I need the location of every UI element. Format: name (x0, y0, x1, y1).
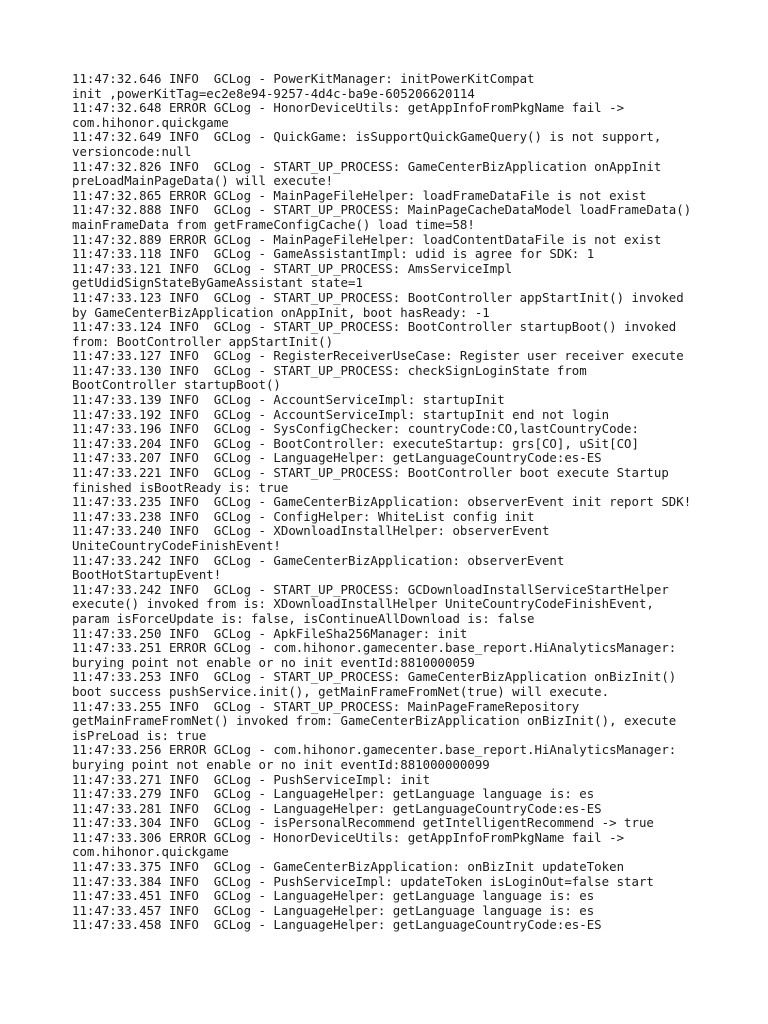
log-line: 11:47:33.192 INFO GCLog - AccountServiceImpl: startupInit end not login (72, 406, 610, 422)
log-line: 11:47:33.196 INFO GCLog - SysConfigChecker: countryCode:CO,lastCountryCode: (72, 421, 639, 437)
log-line: 11:47:33.130 INFO GCLog - START_UP_PROCESS: checkSignLoginState from (72, 362, 587, 378)
log-line: 11:47:33.281 INFO GCLog - LanguageHelper: getLanguageCountryCode:es-ES (72, 800, 602, 816)
log-line: param isForceUpdate is: false, isContinueAllDownload is: false (72, 610, 535, 626)
log-document (72, 72, 712, 933)
log-line: 11:47:33.304 INFO GCLog - isPersonalRecommend getIntelligentRecommend -> true (72, 815, 654, 831)
log-line: versioncode:null (72, 143, 192, 159)
log-line: 11:47:32.865 ERROR GCLog - MainPageFileHelper: loadFrameDataFile is not exist (72, 187, 647, 203)
log-line: BootController startupBoot() (72, 377, 281, 393)
log-line: 11:47:33.458 INFO GCLog - LanguageHelper: getLanguageCountryCode:es-ES (72, 917, 602, 933)
log-line: 11:47:33.121 INFO GCLog - START_UP_PROCESS: AmsServiceImpl (72, 260, 513, 276)
log-line: 11:47:33.271 INFO GCLog - PushServiceImpl: init (72, 771, 431, 787)
log-line: 11:47:33.235 INFO GCLog - GameCenterBizApplication: observerEvent init report SDK! (72, 494, 692, 510)
log-line: 11:47:33.375 INFO GCLog - GameCenterBizApplication: onBizInit updateToken (72, 859, 625, 875)
log-line: 11:47:33.242 INFO GCLog - GameCenterBizApplication: observerEvent (72, 552, 565, 568)
log-line: UniteCountryCodeFinishEvent! (72, 538, 281, 553)
log-line: boot success pushService.init(), getMainFrameFromNet(true) will execute. (72, 683, 610, 699)
log-line: 11:47:33.279 INFO GCLog - LanguageHelper: getLanguage language is: es (72, 786, 595, 802)
log-line: 11:47:33.242 INFO GCLog - START_UP_PROCESS: GCDownloadInstallServiceStartHelper (72, 581, 669, 597)
log-line: by GameCenterBizApplication onAppInit, boot hasReady: -1 (72, 304, 490, 320)
log-line: 11:47:32.826 INFO GCLog - START_UP_PROCESS: GameCenterBizApplication onAppInit (72, 158, 662, 174)
log-line: 11:47:33.253 INFO GCLog - START_UP_PROCESS: GameCenterBizApplication onBizInit() (72, 669, 677, 685)
log-line: 11:47:33.118 INFO GCLog - GameAssistantImpl: udid is agree for SDK: 1 (72, 246, 595, 262)
log-line: BootHotStartupEvent! (72, 567, 222, 583)
log-line: preLoadMainPageData() will execute! (72, 173, 334, 189)
log-line: 11:47:33.384 INFO GCLog - PushServiceImpl: updateToken isLoginOut=false start (72, 873, 654, 889)
log-line: mainFrameData from getFrameConfigCache() load time=58! (72, 216, 475, 232)
log-line: getMainFrameFromNet() invoked from: GameCenterBizApplication onBizInit(), execute (72, 713, 677, 729)
log-line: burying point not enable or no init eventId:881000000099 (72, 756, 490, 772)
log-line: from: BootController appStartInit() (72, 333, 334, 349)
log-line: getUdidSignStateByGameAssistant state=1 (72, 275, 363, 291)
log-line: 11:47:33.451 INFO GCLog - LanguageHelper: getLanguage language is: es (72, 888, 595, 904)
log-line: 11:47:33.457 INFO GCLog - LanguageHelper: getLanguage language is: es (72, 902, 595, 918)
log-line: 11:47:33.204 INFO GCLog - BootController: executeStartup: grs[CO], uSit[CO] (72, 435, 639, 451)
log-line: 11:47:33.139 INFO GCLog - AccountServiceImpl: startupInit (72, 392, 505, 408)
log-line: com.hihonor.quickgame (72, 844, 229, 860)
log-line: 11:47:33.255 INFO GCLog - START_UP_PROCESS: MainPageFrameRepository (72, 698, 580, 714)
log-line: 11:47:33.256 ERROR GCLog - com.hihonor.gamecenter.base_report.HiAnalyticsManager: (72, 742, 677, 758)
log-line: init ,powerKitTag=ec2e8e94-9257-4d4c-ba9e-605206620114 (72, 85, 475, 101)
log-line: 11:47:33.123 INFO GCLog - START_UP_PROCESS: BootController appStartInit() invoked (72, 289, 684, 305)
log-line: 11:47:32.648 ERROR GCLog - HonorDeviceUtils: getAppInfoFromPkgName fail -> (72, 100, 625, 116)
log-line: 11:47:33.127 INFO GCLog - RegisterReceiverUseCase: Register user receiver execute (72, 348, 684, 364)
log-line: 11:47:32.889 ERROR GCLog - MainPageFileHelper: loadContentDataFile is not exist (72, 231, 662, 247)
log-line: 11:47:33.306 ERROR GCLog - HonorDeviceUtils: getAppInfoFromPkgName fail -> (72, 829, 625, 845)
log-line: 11:47:32.646 INFO GCLog - PowerKitManager: initPowerKitCompat (72, 71, 535, 86)
log-line: isPreLoad is: true (72, 727, 207, 743)
log-line: 11:47:33.250 INFO GCLog - ApkFileSha256Manager: init (72, 625, 468, 641)
log-line: 11:47:33.207 INFO GCLog - LanguageHelper: getLanguageCountryCode:es-ES (72, 450, 602, 466)
log-line: 11:47:33.240 INFO GCLog - XDownloadInstallHelper: observerEvent (72, 523, 550, 539)
log-line: 11:47:33.251 ERROR GCLog - com.hihonor.gamecenter.base_report.HiAnalyticsManager: (72, 640, 677, 656)
log-line: 11:47:33.124 INFO GCLog - START_UP_PROCESS: BootController startupBoot() invoked (72, 319, 677, 335)
log-line: 11:47:32.888 INFO GCLog - START_UP_PROCESS: MainPageCacheDataModel loadFrameData() (72, 202, 692, 218)
log-line: burying point not enable or no init eventId:8810000059 (72, 654, 475, 670)
log-line: execute() invoked from is: XDownloadInstallHelper UniteCountryCodeFinishEvent, (72, 596, 654, 612)
log-line: com.hihonor.quickgame (72, 114, 229, 130)
log-line: 11:47:32.649 INFO GCLog - QuickGame: isSupportQuickGameQuery() is not support, (72, 129, 662, 145)
log-line: 11:47:33.238 INFO GCLog - ConfigHelper: WhiteList config init (72, 508, 535, 524)
log-line: 11:47:33.221 INFO GCLog - START_UP_PROCESS: BootController boot execute Startup (72, 465, 669, 481)
log-line: finished isBootReady is: true (72, 479, 289, 495)
